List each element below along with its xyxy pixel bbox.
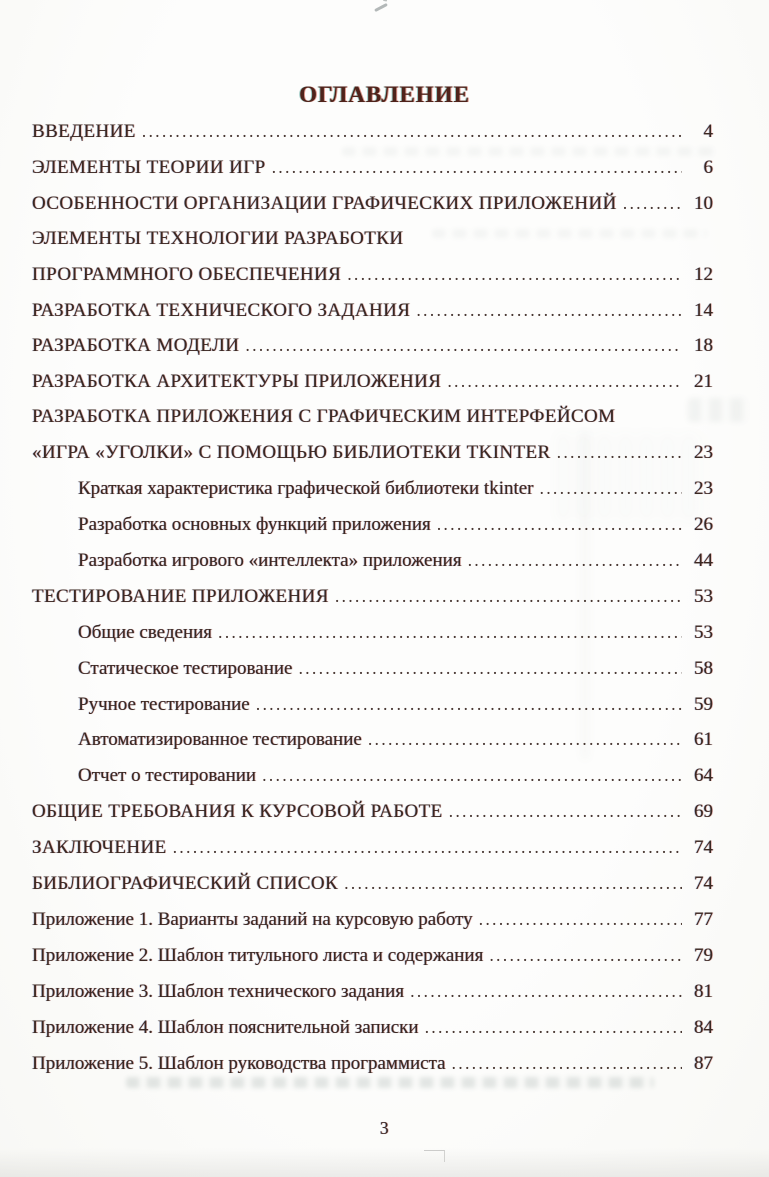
toc-page-number: 77 <box>694 908 713 930</box>
toc-row <box>32 651 713 687</box>
toc-page-number: 18 <box>694 335 713 357</box>
bleed-through-artifact <box>432 229 707 238</box>
toc-entry-text: РАЗРАБОТКА ПРИЛОЖЕНИЯ С ГРАФИЧЕСКИМ ИНТЕРФЕЙСОМ <box>32 406 616 428</box>
page-title: ОГЛАВЛЕНИЕ <box>299 82 470 107</box>
dot-leader <box>449 794 682 830</box>
toc-row <box>32 902 713 938</box>
toc-entry-text: ПРОГРАММНОГО ОБЕСПЕЧЕНИЯ <box>32 263 342 285</box>
dot-leader <box>425 1010 682 1046</box>
toc-row <box>32 364 713 400</box>
toc-row <box>32 758 713 794</box>
toc-page-number: 81 <box>694 980 713 1002</box>
toc-page-number: 79 <box>694 944 713 966</box>
toc-entry-text: Приложение 4. Шаблон пояснительной записки <box>32 1016 419 1038</box>
toc-page-number: 14 <box>694 299 713 321</box>
dot-leader <box>489 938 682 974</box>
toc-row <box>32 722 713 758</box>
toc-row <box>32 328 713 364</box>
toc-page-number: 53 <box>694 585 713 607</box>
dot-leader <box>623 186 682 222</box>
toc-row <box>32 1010 713 1046</box>
toc-page-number: 10 <box>694 192 713 214</box>
toc-page-number: 26 <box>694 513 713 535</box>
toc-page-number: 6 <box>703 156 713 178</box>
dot-leader <box>298 651 682 687</box>
toc-entry-text: Приложение 5. Шаблон руководства программиста <box>32 1052 446 1074</box>
bleed-through-artifact <box>688 398 750 422</box>
toc-entry-text: ОБЩИЕ ТРЕБОВАНИЯ К КУРСОВОЙ РАБОТЕ <box>32 801 443 823</box>
dot-leader <box>256 687 682 723</box>
toc-entry-text: РАЗРАБОТКА ТЕХНИЧЕСКОГО ЗАДАНИЯ <box>32 299 411 321</box>
folio-page-number: 3 <box>379 1118 390 1138</box>
toc-entry-text: ВВЕДЕНИЕ <box>32 121 136 142</box>
toc-entry-text: Ручное тестирование <box>78 693 250 715</box>
toc-page-number: 23 <box>694 478 713 500</box>
toc-page-number: 12 <box>694 263 713 285</box>
toc-entry-text: Приложение 3. Шаблон технического задания <box>32 980 405 1002</box>
dot-leader <box>468 543 682 579</box>
dot-leader <box>344 866 682 902</box>
toc-entry-text: ТЕСТИРОВАНИЕ ПРИЛОЖЕНИЯ <box>32 585 329 607</box>
toc-entry-text: Общие сведения <box>78 621 213 643</box>
toc-page-number: 59 <box>694 693 713 715</box>
toc-entry-text: ЭЛЕМЕНТЫ ТЕХНОЛОГИИ РАЗРАБОТКИ <box>32 227 404 249</box>
toc-row <box>32 866 713 902</box>
toc-entry-text: Отчет о тестировании <box>78 765 257 787</box>
scan-shadow-artifact <box>0 1148 769 1177</box>
toc-row <box>32 293 713 329</box>
table-of-contents <box>0 114 769 1081</box>
toc-page-number: 53 <box>694 621 713 643</box>
toc-row <box>32 186 713 222</box>
toc-page-number: 44 <box>694 549 713 571</box>
dot-leader <box>335 579 682 615</box>
toc-page-number: 4 <box>703 121 713 142</box>
toc-page-number: 74 <box>694 837 713 859</box>
dot-leader <box>368 722 682 758</box>
toc-page-number: 69 <box>694 801 713 823</box>
toc-row <box>32 400 713 435</box>
toc-entry-text: ЗАКЛЮЧЕНИЕ <box>32 837 167 859</box>
toc-page-number: 23 <box>694 442 713 464</box>
toc-page-number: 74 <box>694 873 713 895</box>
toc-entry-text: Разработка основных функций приложения <box>78 513 431 535</box>
toc-page-number: 64 <box>694 765 713 787</box>
dot-leader <box>479 902 682 938</box>
toc-row <box>32 114 713 150</box>
toc-entry-text: РАЗРАБОТКА АРХИТЕКТУРЫ ПРИЛОЖЕНИЯ <box>32 371 442 393</box>
toc-entry-text: Статическое тестирование <box>78 657 293 679</box>
toc-entry-text: ЭЛЕМЕНТЫ ТЕОРИИ ИГР <box>32 156 266 178</box>
toc-entry-text: ОСОБЕННОСТИ ОРГАНИЗАЦИИ ГРАФИЧЕСКИХ ПРИЛОЖЕНИЙ <box>32 192 617 214</box>
toc-entry-text: Автоматизированное тестирование <box>78 729 362 751</box>
toc-page-number: 61 <box>694 729 713 751</box>
toc-row <box>32 794 713 830</box>
toc-entry-text: БИБЛИОГРАФИЧЕСКИЙ СПИСОК <box>32 873 339 895</box>
bleed-through-artifact <box>342 147 717 156</box>
toc-row <box>32 938 713 974</box>
toc-entry-text: Приложение 1. Варианты заданий на курсовую работу <box>32 908 473 930</box>
dot-leader <box>347 257 682 293</box>
toc-row <box>32 257 713 293</box>
toc-page-number: 84 <box>694 1016 713 1038</box>
dot-leader <box>410 974 682 1010</box>
toc-entry-text: «ИГРА «УГОЛКИ» С ПОМОЩЬЮ БИБЛИОТЕКИ TKINTER <box>32 442 551 464</box>
dot-leader <box>262 758 682 794</box>
dot-leader <box>142 114 682 150</box>
toc-row <box>32 615 713 651</box>
toc-page-number: 58 <box>694 657 713 679</box>
toc-row <box>32 543 713 579</box>
dot-leader <box>245 328 682 364</box>
toc-entry-text: Разработка игрового «интеллекта» приложения <box>78 549 462 571</box>
toc-row <box>32 687 713 723</box>
toc-page-number: 21 <box>694 371 713 393</box>
dot-leader <box>416 293 682 329</box>
toc-row <box>32 974 713 1010</box>
toc-entry-text: Краткая характеристика графической библиотеки tkinter <box>78 478 534 500</box>
toc-row <box>32 579 713 615</box>
toc-page-number: 87 <box>694 1052 713 1074</box>
dot-leader <box>447 364 682 400</box>
dot-leader <box>173 830 682 866</box>
toc-row <box>32 222 713 257</box>
bleed-through-artifact <box>126 1077 654 1088</box>
toc-entry-text: Приложение 2. Шаблон титульного листа и содержания <box>32 944 484 966</box>
toc-row <box>32 830 713 866</box>
dot-leader <box>218 615 682 651</box>
toc-entry-text: РАЗРАБОТКА МОДЕЛИ <box>32 335 240 357</box>
